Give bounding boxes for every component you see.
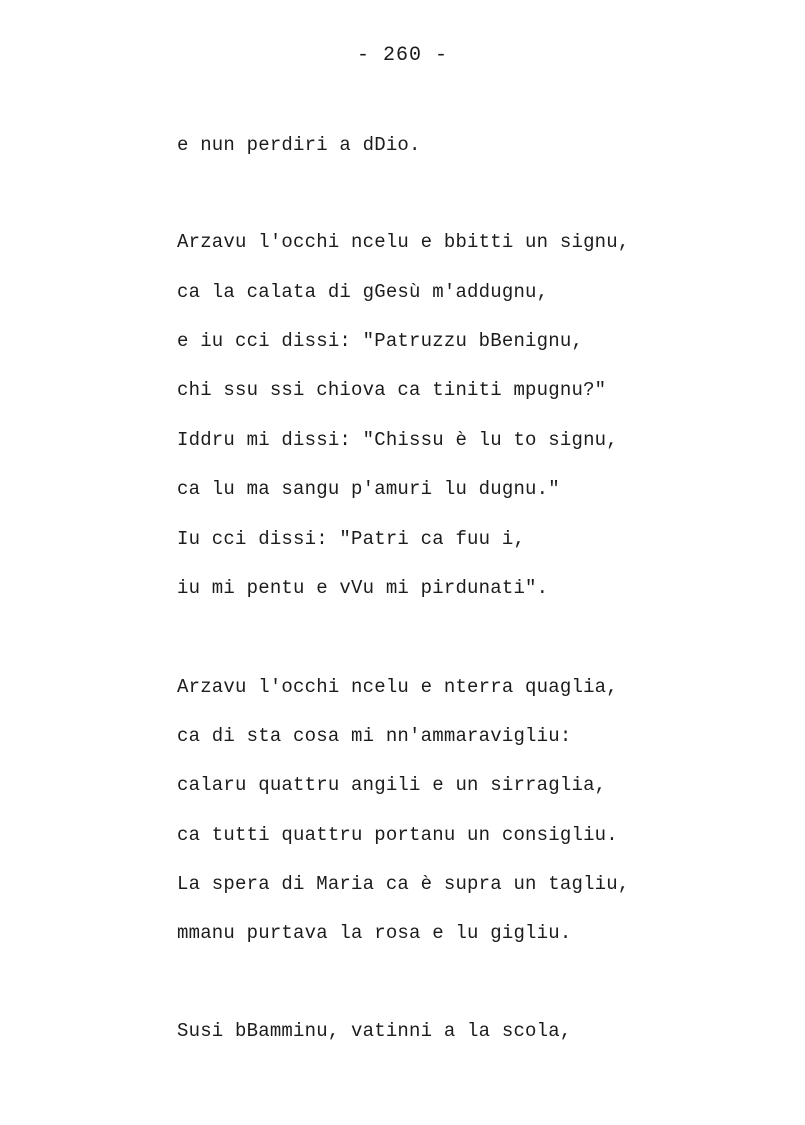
page-number: - 260 - [356,44,448,67]
verse-line: mmanu purtava la rosa e lu gigliu. [177,922,572,944]
verse-line: e iu cci dissi: "Patruzzu bBenignu, [177,330,584,352]
verse-line: Arzavu l'occhi ncelu e nterra quaglia, [177,676,618,698]
verse-line: ca la calata di gGesù m'addugnu, [177,281,549,303]
verse-line: ca di sta cosa mi nn'ammaravigliu: [177,725,572,747]
verse-line: La spera di Maria ca è supra un tagliu, [177,873,630,895]
verse-line: chi ssu ssi chiova ca tiniti mpugnu?" [177,379,607,401]
verse-line: calaru quattru angili e un sirraglia, [177,774,607,796]
verse-line: Susi bBamminu, vatinni a la scola, [177,1020,572,1042]
verse-line: Iu cci dissi: "Patri ca fuu i, [177,528,526,550]
verse-line: Arzavu l'occhi ncelu e bbitti un signu, [177,231,630,253]
verse-line: ca tutti quattru portanu un consigliu. [177,824,618,846]
verse-line: Iddru mi dissi: "Chissu è lu to signu, [177,429,618,451]
verse-line: iu mi pentu e vVu mi pirdunati". [177,577,549,599]
verse-line: ca lu ma sangu p'amuri lu dugnu." [177,478,560,500]
verse-line: e nun perdiri a dDio. [177,134,421,156]
